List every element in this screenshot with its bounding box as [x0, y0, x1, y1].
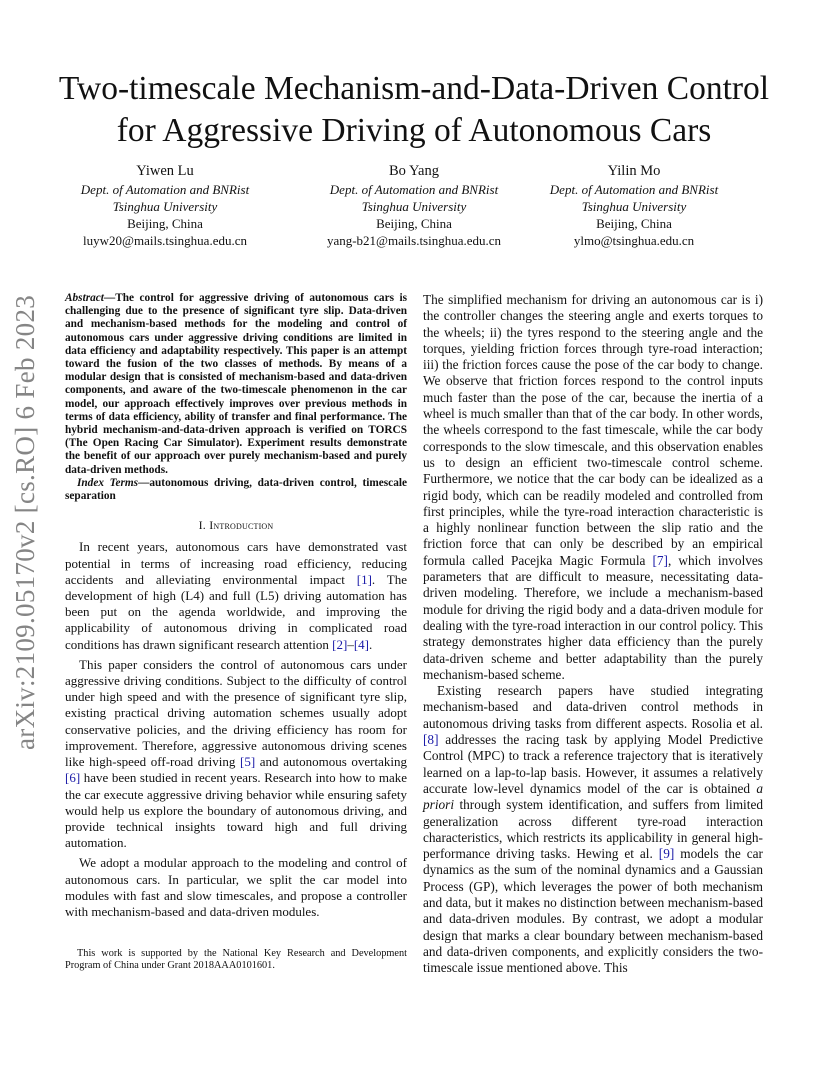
intro-paragraph-1 — [65, 539, 407, 652]
author-email[interactable]: ylmo@tsinghua.edu.cn — [573, 233, 695, 248]
text-span: The simplified mechanism for driving an autonomous car is i) the controller changes the steering angle and exerts torques to the wheels; ii) the tyres respond to the steering angle and the torques, yielding friction forces through tyre-road interaction; iii) the friction forces cause the pose of the car body to change. We observe that friction forces respond to the control inputs much faster than the pose of the car, because the inertia of a wheel is much smaller than that of the car body. In other words, the wheels correspond to the fast timescale, while the car body corresponds to the slow timescale, and this observation enables us to design an efficient two-timescale control scheme. Furthermore, we notice that the car body can be idealized as a rigid body, which can be readily modeled and controlled from first principles, while the tyre-road interaction characteristic is a highly nonlinear function between the slip ratio and the friction force that can only be described by an empirical formula called Pacejka Magic Formula — [423, 292, 763, 568]
author-city: Beijing, China — [127, 216, 203, 231]
paper-title — [40, 68, 788, 152]
citation-link[interactable]: [4] — [353, 636, 369, 652]
citation-link[interactable]: [2] — [332, 636, 348, 652]
author-city: Beijing, China — [596, 216, 672, 231]
author-name: Yiwen Lu — [136, 163, 194, 179]
text-span: . The development of high (L4) and full (L5) driving automation has been put on the agenda worldwide, and improving the applicability of autonomous driving in complicated road conditions has drawn significant research attention — [65, 571, 408, 652]
citation-link[interactable]: [6] — [65, 770, 81, 786]
title-line-1: Two-timescale Mechanism-and-Data-Driven Control — [58, 70, 770, 107]
right-column — [423, 292, 763, 976]
citation-link[interactable]: [7] — [652, 552, 668, 568]
author-dept: Dept. of Automation and BNRist — [80, 182, 250, 197]
author-city: Beijing, China — [376, 216, 452, 231]
text-span: have been studied in recent years. Research into how to make the car execute aggressive driving behavior while ensuring safety would help us explore the boundary of autonomous driving, and provide technical insights toward high and full driving automation. — [65, 770, 407, 851]
author-1 — [50, 161, 280, 249]
author-email[interactable]: luyw20@mails.tsinghua.edu.cn — [83, 233, 247, 248]
intro-paragraph-3: We adopt a modular approach to the modeling and control of autonomous cars. In particular, we split the car model into modules with fast and slow timescales, and propose a controller with mechanism-based and data-driven modules. — [65, 855, 407, 919]
author-university: Tsinghua University — [361, 199, 467, 214]
text-span: through system identification, and suffers from limited generalization across different tyre-road interaction characteristics, which restricts its applicability in general high-performance driving tasks. Hewing et al. — [423, 797, 763, 862]
author-email[interactable]: yang-b21@mails.tsinghua.edu.cn — [326, 233, 502, 248]
author-name: Yilin Mo — [607, 163, 661, 179]
text-span: models the car dynamics as the sum of the nominal dynamics and a Gaussian Process (GP), which leverages the power of both mechanism and data, but it makes no distinction between mechanism-based and data-driven modules. By contrast, we adopt a modular design that marks a clear boundary between mechanism-based and data-driven components, and explicitly considers the two-timescale issue mentioned above. This — [423, 846, 763, 976]
author-name: Bo Yang — [389, 163, 439, 179]
right-paragraph-2 — [423, 683, 763, 976]
author-university: Tsinghua University — [112, 199, 218, 214]
section-title: Introduction — [209, 518, 274, 533]
intro-paragraph-2 — [65, 657, 407, 851]
citation-link[interactable]: [5] — [239, 754, 256, 770]
abstract-text: —The control for aggressive driving of autonomous cars is challenging due to the presence of significant tyre slip. Data-driven and mechanism-based methods for the modeling and control of autonomous cars under aggressive driving conditions are limited in data efficiency and adaptability respectively. This paper is an attempt toward the fusion of the two classes of methods. By means of a modular design that is consisted of mechanism-based and data-driven components, and aware of the two-timescale phenomenon in the car model, our approach effectively improves over previous methods in terms of data efficiency, ability of transfer and final performance. The hybrid mechanism-and-data-driven approach is verified on TORCS (The Open Racing Car Simulator). Experiment results demonstrate the benefit of our approach over purely mechanism-based and purely data-driven methods. — [65, 292, 407, 476]
italic-text: a priori — [423, 780, 763, 813]
author-3 — [519, 161, 749, 249]
left-column — [65, 292, 407, 924]
author-dept: Dept. of Automation and BNRist — [329, 182, 499, 197]
section-heading-introduction — [65, 517, 407, 533]
citation-link[interactable]: [1] — [356, 571, 372, 587]
title-line-2: for Aggressive Driving of Autonomous Cars — [116, 112, 712, 149]
text-span: and autonomous overtaking — [255, 754, 407, 770]
index-terms — [65, 477, 407, 503]
text-span: – — [347, 636, 354, 652]
citation-link[interactable]: [9] — [658, 846, 675, 862]
author-university: Tsinghua University — [581, 199, 687, 214]
text-span: , which involves parameters that are difficult to measure, necessitating data-driven modeling. Therefore, we include a mechanism-based module for driving the rigid body and a data-driven module for dealing with the tyre-road interaction in our control policy. This strategy demonstrates higher data efficiency than the purely data-driven scheme and better adaptability than the purely mechanism-based scheme. — [423, 552, 763, 682]
abstract — [65, 292, 407, 477]
text-span: . — [369, 636, 373, 652]
text-span: addresses the racing task by applying Model Predictive Control (MPC) to track a reference trajectory that is iteratively learned on a lap-to-lap basis. However, it assumes a relatively accurate low-level dynamics model of the car is obtained — [423, 732, 763, 796]
abstract-label: Abstract — [65, 292, 104, 304]
text-span: Existing research papers have studied integrating mechanism-based and data-driven control methods in autonomous driving tasks from different aspects. Rosolia et al. — [423, 683, 763, 731]
text-span: In recent years, autonomous cars have demonstrated vast potential in terms of increasing road efficiency, reducing accidents and alleviating environmental impact — [65, 539, 407, 587]
author-2 — [299, 161, 529, 249]
footnote-funding: This work is supported by the National Key Research and Development Program of China under Grant 2018AAA0101601. — [65, 948, 407, 972]
index-terms-label: Index Terms — [77, 476, 139, 489]
right-paragraph-1 — [423, 292, 763, 683]
citation-link[interactable]: [8] — [423, 732, 439, 748]
section-number: I. — [198, 518, 210, 533]
arxiv-stamp: arXiv:2109.05170v2 [cs.RO] 6 Feb 2023 — [10, 294, 40, 750]
text-span: This paper considers the control of autonomous cars under aggressive driving conditions. Subject to the difficulty of control under high speed and with the presence of significant tyre slip, existing practical driving automation schemes usually adopt conservative policies, and the driving efficiency has room for improvement. Therefore, aggressive autonomous driving scenes like high-speed off-road driving — [65, 656, 407, 770]
index-terms-text: —autonomous driving, data-driven control, timescale separation — [65, 476, 407, 503]
author-dept: Dept. of Automation and BNRist — [549, 182, 719, 197]
